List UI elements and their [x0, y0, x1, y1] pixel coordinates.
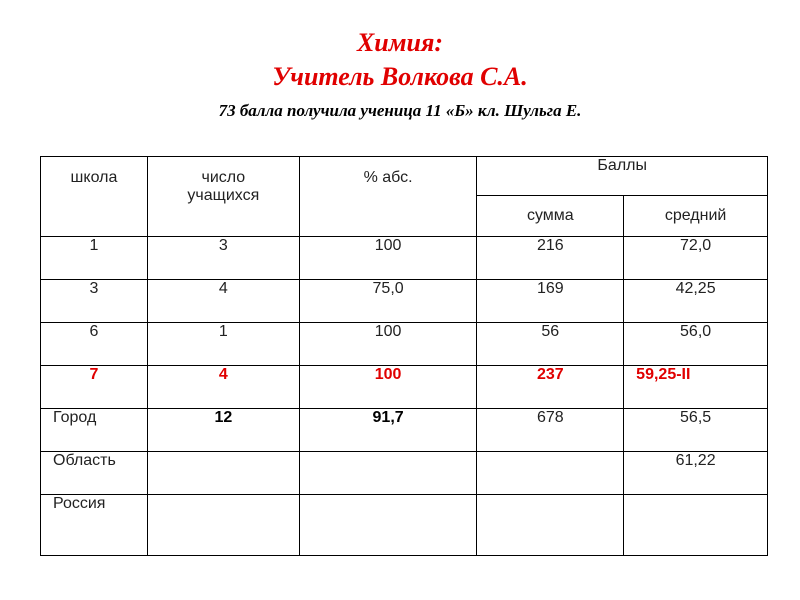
- cell-school: Россия: [41, 495, 148, 556]
- cell-percent: [299, 452, 477, 495]
- cell-percent: 100: [299, 323, 477, 366]
- table-row: [41, 409, 768, 452]
- cell-school: 3: [41, 280, 148, 323]
- table-row-highlighted: [41, 366, 768, 409]
- cell-avg: 61,22: [624, 452, 768, 495]
- cell-sum: 169: [477, 280, 624, 323]
- cell-count: 4: [147, 280, 299, 323]
- cell-sum: [477, 452, 624, 495]
- cell-count: 12: [147, 409, 299, 452]
- title-block: [0, 26, 800, 122]
- cell-avg: [624, 495, 768, 556]
- cell-sum: 56: [477, 323, 624, 366]
- cell-school: Область: [41, 452, 148, 495]
- table-row: [41, 237, 768, 280]
- cell-avg: 59,25-II: [624, 366, 768, 409]
- header-row: [41, 157, 768, 196]
- cell-avg: 72,0: [624, 237, 768, 280]
- cell-avg: 56,5: [624, 409, 768, 452]
- cell-school: Город: [41, 409, 148, 452]
- table-row: [41, 323, 768, 366]
- cell-school: 1: [41, 237, 148, 280]
- cell-sum: 237: [477, 366, 624, 409]
- subject-title: Химия:: [356, 28, 444, 57]
- cell-avg: 42,25: [624, 280, 768, 323]
- cell-percent: [299, 495, 477, 556]
- header-sum: сумма: [477, 196, 624, 237]
- cell-school: 6: [41, 323, 148, 366]
- cell-sum: 678: [477, 409, 624, 452]
- cell-count: [147, 495, 299, 556]
- cell-count: [147, 452, 299, 495]
- cell-count: 4: [147, 366, 299, 409]
- cell-count: 3: [147, 237, 299, 280]
- table-row: [41, 452, 768, 495]
- cell-count: 1: [147, 323, 299, 366]
- header-avg: средний: [624, 196, 768, 237]
- cell-sum: [477, 495, 624, 556]
- cell-percent: 91,7: [299, 409, 477, 452]
- cell-sum: 216: [477, 237, 624, 280]
- results-table: [40, 156, 768, 556]
- header-scores: Баллы: [477, 157, 768, 196]
- table-row: [41, 280, 768, 323]
- student-note: 73 балла получила ученица 11 «Б» кл. Шульга Е.: [218, 101, 582, 120]
- header-count: [147, 157, 299, 237]
- cell-percent: 75,0: [299, 280, 477, 323]
- header-percent: % абс.: [299, 157, 477, 237]
- header-count-label: число учащихся: [187, 169, 260, 204]
- cell-percent: 100: [299, 237, 477, 280]
- cell-percent: 100: [299, 366, 477, 409]
- header-school: школа: [41, 157, 148, 237]
- cell-avg: 56,0: [624, 323, 768, 366]
- cell-school: 7: [41, 366, 148, 409]
- teacher-title: Учитель Волкова С.А.: [272, 62, 528, 91]
- table-row: [41, 495, 768, 556]
